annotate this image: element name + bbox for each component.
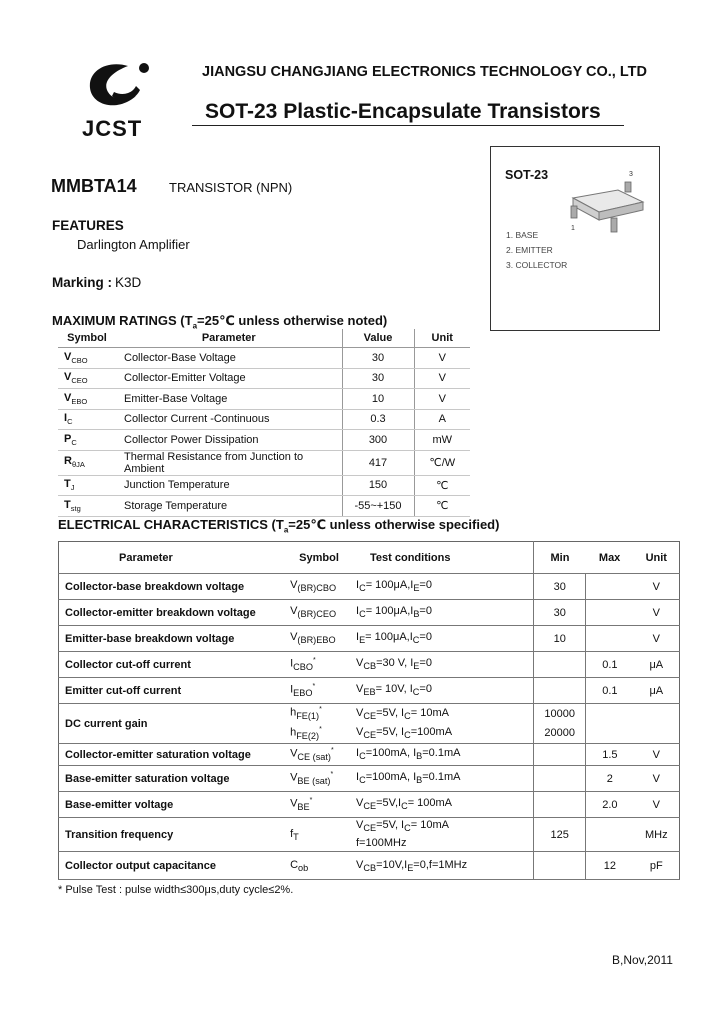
table-row <box>58 348 470 369</box>
column-header: Parameter <box>116 329 342 348</box>
unit-cell: A <box>414 409 470 430</box>
symbol-cell: $h_{FE(2)}^*$ <box>286 724 352 744</box>
parameter-cell: Transition frequency <box>59 818 287 852</box>
condition-cell: $V_{CE}=5V$, $I_C=100mA$ <box>352 724 534 744</box>
symbol-cell: $V_{(BR)CEO}$ <box>286 600 352 626</box>
table-row <box>58 450 470 475</box>
column-header: Min <box>534 542 586 574</box>
symbol-cell: $V_{(BR)CBO}$ <box>286 574 352 600</box>
features-item: Darlington Amplifier <box>77 237 190 252</box>
unit-cell: V <box>634 792 680 818</box>
table-row <box>59 626 680 652</box>
table-row <box>59 818 680 852</box>
condition-cell: $V_{CE}=5V$, $I_C= 10mA$ f=100MHz <box>352 818 534 852</box>
symbol-cell: $R_{\theta JA}$ <box>58 450 116 475</box>
symbol-cell: $T_J$ <box>58 475 116 496</box>
column-header: Value <box>342 329 414 348</box>
max-cell: 2 <box>586 766 634 792</box>
unit-cell: V <box>414 368 470 389</box>
symbol-cell: $P_C$ <box>58 430 116 451</box>
table-row <box>59 792 680 818</box>
column-header: Parameter <box>59 542 287 574</box>
table-row <box>59 600 680 626</box>
column-header: Unit <box>634 542 680 574</box>
parameter-cell: Storage Temperature <box>116 496 342 517</box>
revision-date: B,Nov,2011 <box>612 953 673 967</box>
electrical-heading: ELECTRICAL CHARACTERISTICS ($T_a=25℃$ unless otherwise specified) <box>58 517 500 535</box>
symbol-cell: $V_{CE (sat)}^*$ <box>286 744 352 766</box>
symbol-cell: $I_{CBO}^*$ <box>286 652 352 678</box>
condition-cell: $I_C= 100\mu A,I_B=0$ <box>352 600 534 626</box>
unit-cell <box>634 704 680 744</box>
company-logo-icon <box>78 56 156 116</box>
unit-cell: ℃ <box>414 496 470 517</box>
column-header: Symbol <box>58 329 116 348</box>
symbol-cell: $I_C$ <box>58 409 116 430</box>
parameter-cell: Emitter-Base Voltage <box>116 389 342 410</box>
min-cell: 20000 <box>534 724 586 744</box>
condition-cell: $V_{EB}= 10V$, $I_C=0$ <box>352 678 534 704</box>
table-row <box>59 852 680 880</box>
max-cell <box>586 704 634 744</box>
table-header-row <box>58 329 470 348</box>
min-cell <box>534 766 586 792</box>
column-header: Max <box>586 542 634 574</box>
unit-cell: μA <box>634 678 680 704</box>
package-name: SOT-23 <box>505 168 549 182</box>
part-type: TRANSISTOR (NPN) <box>169 180 293 195</box>
value-cell: 300 <box>342 430 414 451</box>
symbol-cell: $V_{BE}^*$ <box>286 792 352 818</box>
value-cell: 30 <box>342 368 414 389</box>
table-row <box>59 542 680 574</box>
table-row <box>58 496 470 517</box>
condition-cell: $I_C= 100\mu A,I_E=0$ <box>352 574 534 600</box>
condition-cell: $I_C=100mA$, $I_B=0.1mA$ <box>352 766 534 792</box>
max-cell <box>586 818 634 852</box>
min-cell <box>534 652 586 678</box>
condition-cell: $V_{CB}=30$ V, $I_E=0$ <box>352 652 534 678</box>
min-cell <box>534 852 586 880</box>
unit-cell: V <box>414 389 470 410</box>
min-cell: 10 <box>534 626 586 652</box>
symbol-cell: $V_{CBO}$ <box>58 348 116 369</box>
symbol-cell: $T_{stg}$ <box>58 496 116 517</box>
parameter-cell: Collector-base breakdown voltage <box>59 574 287 600</box>
symbol-cell: $V_{EBO}$ <box>58 389 116 410</box>
value-cell: -55~+150 <box>342 496 414 517</box>
unit-cell: μA <box>634 652 680 678</box>
parameter-cell: Junction Temperature <box>116 475 342 496</box>
unit-cell: V <box>414 348 470 369</box>
value-cell: 0.3 <box>342 409 414 430</box>
max-cell <box>586 574 634 600</box>
condition-cell: $V_{CE}=5V$, $I_C= 10mA$ <box>356 706 449 721</box>
parameter-cell: Collector-Base Voltage <box>116 348 342 369</box>
part-number: MMBTA14 <box>51 176 137 196</box>
pulse-test-footnote: * Pulse Test : pulse width≤300μs,duty cycle≤2%. <box>58 884 294 896</box>
column-header: Unit <box>414 329 470 348</box>
value-cell: 10 <box>342 389 414 410</box>
unit-cell: V <box>634 766 680 792</box>
symbol-cell: $I_{EBO}^*$ <box>286 678 352 704</box>
table-row <box>59 574 680 600</box>
marking-label: Marking : <box>52 275 113 290</box>
min-cell: 10000 <box>534 704 586 724</box>
table-row <box>58 368 470 389</box>
package-pin-3: 3. COLLECTOR <box>506 260 568 270</box>
min-cell <box>534 678 586 704</box>
parameter-cell: Collector output capacitance <box>59 852 287 880</box>
parameter-cell: Collector-Emitter Voltage <box>116 368 342 389</box>
condition-cell: $V_{CB}=10V,I_E=0,f=1MHz$ <box>352 852 534 880</box>
condition-cell: $V_{CE}=5V,I_C= 100mA$ <box>352 792 534 818</box>
symbol-cell: $V_{BE (sat)}^*$ <box>286 766 352 792</box>
table-row <box>58 430 470 451</box>
condition-cell: $I_C=100mA$, $I_B=0.1mA$ <box>352 744 534 766</box>
marking-value: K3D <box>115 275 142 290</box>
column-header: Symbol <box>286 542 352 574</box>
value-cell: 417 <box>342 450 414 475</box>
table-row <box>58 409 470 430</box>
parameter-cell: Emitter-base breakdown voltage <box>59 626 287 652</box>
unit-cell: pF <box>634 852 680 880</box>
min-cell: 30 <box>534 600 586 626</box>
unit-cell: V <box>634 744 680 766</box>
table-row <box>58 389 470 410</box>
max-cell: 2.0 <box>586 792 634 818</box>
electrical-characteristics-table <box>58 541 680 880</box>
unit-cell: V <box>634 574 680 600</box>
table-row <box>59 704 680 724</box>
max-cell: 1.5 <box>586 744 634 766</box>
column-header: Test conditions <box>352 542 534 574</box>
logo-text: JCST <box>82 116 143 141</box>
sot23-package-icon <box>563 168 648 243</box>
min-cell <box>534 792 586 818</box>
features-heading: FEATURES <box>52 218 124 233</box>
table-row <box>59 766 680 792</box>
parameter-cell: Collector Current -Continuous <box>116 409 342 430</box>
table-row <box>58 475 470 496</box>
max-cell: 12 <box>586 852 634 880</box>
max-ratings-heading: MAXIMUM RATINGS ($T_a=25℃$ unless otherwise noted) <box>52 313 388 331</box>
value-cell: 150 <box>342 475 414 496</box>
package-pin-1: 1. BASE <box>506 230 539 240</box>
package-pin-2: 2. EMITTER <box>506 245 553 255</box>
document-title: SOT-23 Plastic-Encapsulate Transistors <box>205 100 601 123</box>
unit-cell: mW <box>414 430 470 451</box>
table-row <box>59 678 680 704</box>
unit-cell: MHz <box>634 818 680 852</box>
symbol-cell: $V_{CEO}$ <box>58 368 116 389</box>
pin-mark-1: 1 <box>571 225 575 232</box>
max-cell: 0.1 <box>586 678 634 704</box>
symbol-cell: $V_{(BR)EBO}$ <box>286 626 352 652</box>
unit-cell: ℃/W <box>414 450 470 475</box>
min-cell <box>534 744 586 766</box>
value-cell: 30 <box>342 348 414 369</box>
parameter-cell: Emitter cut-off current <box>59 678 287 704</box>
pin-mark-3: 3 <box>629 171 633 178</box>
table-row <box>59 744 680 766</box>
max-ratings-table <box>58 329 470 517</box>
table-row <box>59 652 680 678</box>
condition-cell: $I_E= 100\mu A,I_C=0$ <box>352 626 534 652</box>
parameter-cell: Collector-emitter breakdown voltage <box>59 600 287 626</box>
max-cell <box>586 600 634 626</box>
symbol-cell: $f_T$ <box>286 818 352 852</box>
company-name: JIANGSU CHANGJIANG ELECTRONICS TECHNOLOGY CO., LTD <box>202 64 647 80</box>
parameter-cell: Base-emitter voltage <box>59 792 287 818</box>
max-cell <box>586 626 634 652</box>
min-cell: 125 <box>534 818 586 852</box>
unit-cell: V <box>634 626 680 652</box>
unit-cell: V <box>634 600 680 626</box>
unit-cell: ℃ <box>414 475 470 496</box>
title-underline <box>192 125 624 126</box>
min-cell: 30 <box>534 574 586 600</box>
parameter-cell: Base-emitter saturation voltage <box>59 766 287 792</box>
max-cell: 0.1 <box>586 652 634 678</box>
symbol-cell: $h_{FE(1)}^*$ <box>290 706 322 722</box>
parameter-cell: DC current gain <box>59 704 287 744</box>
parameter-cell: Collector-emitter saturation voltage <box>59 744 287 766</box>
parameter-cell: Collector cut-off current <box>59 652 287 678</box>
parameter-cell: Thermal Resistance from Junction to Ambient <box>116 450 342 475</box>
symbol-cell: $C_{ob}$ <box>286 852 352 880</box>
parameter-cell: Collector Power Dissipation <box>116 430 342 451</box>
